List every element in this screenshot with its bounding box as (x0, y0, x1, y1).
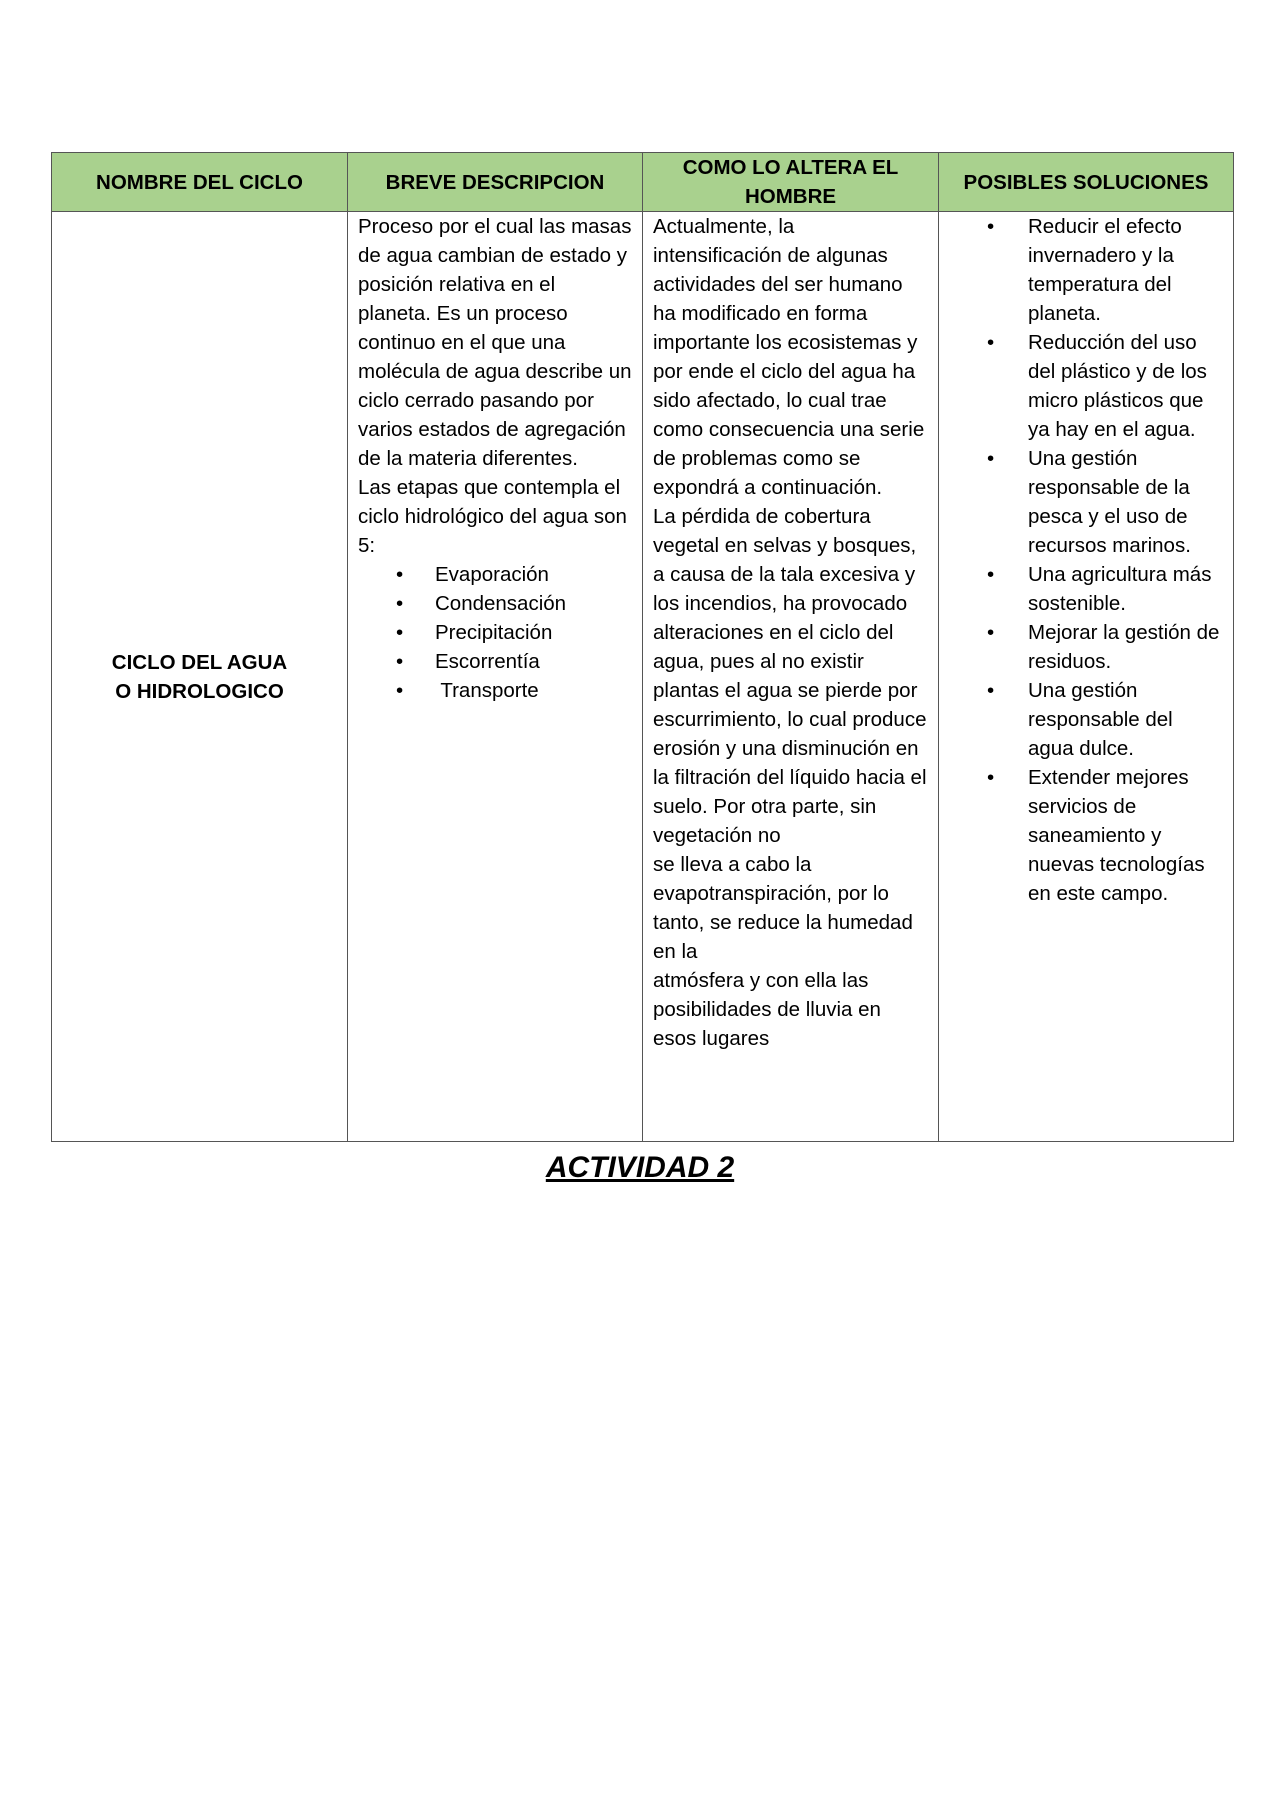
list-item (949, 328, 1223, 444)
stage-label: Transporte (435, 679, 539, 702)
header-solutions: POSIBLES SOLUCIONES (939, 153, 1234, 212)
solution-text: Una gestión responsable del agua dulce. (1028, 679, 1173, 760)
header-human-impact: COMO LO ALTERA EL HOMBRE (643, 153, 939, 212)
human-impact-paragraph-1: Actualmente, la intensificación de algunas actividades del ser humano ha modificado en forma importante los ecosistemas y por ende el ciclo del agua ha sido afectado, lo cual trae como consecuencia una serie de problemas como se expondrá a continuación. (653, 215, 925, 499)
list-item (358, 589, 632, 618)
bullet-icon: • (987, 621, 995, 644)
solution-text: Una gestión responsable de la pesca y el uso de recursos marinos. (1028, 447, 1191, 557)
stage-label: Evaporación (435, 563, 549, 586)
bullet-icon: • (987, 447, 995, 470)
cycle-name-cell (52, 212, 348, 1142)
bullet-icon: • (987, 563, 995, 586)
header-cycle-name: NOMBRE DEL CICLO (52, 153, 348, 212)
solutions-cell (939, 212, 1234, 1142)
bullet-icon: • (987, 766, 995, 789)
stages-list (358, 560, 632, 705)
stage-label: Precipitación (435, 621, 553, 644)
human-impact-paragraph-2: La pérdida de cobertura vegetal en selvas y bosques, a causa de la tala excesiva y los incendios, ha provocado alteraciones en el ciclo del agua, pues al no existir plantas el agua se pierde por escurrimiento, lo cual produce erosión y una disminución en la filtración del líquido hacia el suelo. Por otra parte, sin vegetación no (653, 505, 927, 847)
list-item (949, 444, 1223, 560)
list-item (358, 676, 632, 705)
solution-text: Extender mejores servicios de saneamiento y nuevas tecnologías en este campo. (1028, 766, 1205, 905)
table-header-row (52, 153, 1234, 212)
list-item (949, 618, 1223, 676)
list-item (949, 676, 1223, 763)
solution-text: Reducir el efecto invernadero y la temperatura del planeta. (1028, 215, 1182, 325)
solution-text: Mejorar la gestión de residuos. (1028, 621, 1220, 673)
bullet-icon: • (396, 592, 404, 615)
water-cycle-table (51, 152, 1234, 1142)
list-item (949, 560, 1223, 618)
list-item (358, 618, 632, 647)
solutions-list (949, 212, 1223, 908)
stage-label: Escorrentía (435, 650, 540, 673)
list-item (358, 560, 632, 589)
list-item (949, 763, 1223, 908)
bullet-icon: • (396, 650, 404, 673)
bullet-icon: • (396, 679, 404, 702)
description-cell (348, 212, 643, 1142)
header-description: BREVE DESCRIPCION (348, 153, 643, 212)
description-stages-intro: Las etapas que contempla el ciclo hidrológico del agua son 5: (358, 476, 627, 557)
list-item (949, 212, 1223, 328)
bullet-icon: • (396, 621, 404, 644)
human-impact-cell (643, 212, 939, 1142)
solution-text: Reducción del uso del plástico y de los micro plásticos que ya hay en el agua. (1028, 331, 1207, 441)
bullet-icon: • (396, 563, 404, 586)
bullet-icon: • (987, 331, 995, 354)
list-item (358, 647, 632, 676)
solution-text: Una agricultura más sostenible. (1028, 563, 1212, 615)
bullet-icon: • (987, 215, 995, 238)
table-row (52, 212, 1234, 1142)
human-impact-paragraph-3: se lleva a cabo la evapotranspiración, por lo tanto, se reduce la humedad en la (653, 853, 913, 963)
stage-label: Condensación (435, 592, 567, 615)
activity-title: ACTIVIDAD 2 (545, 1151, 735, 1184)
cycle-name: CICLO DEL AGUA O HIDROLOGICO (111, 650, 288, 703)
human-impact-paragraph-4: atmósfera y con ella las posibilidades de lluvia en esos lugares (653, 969, 881, 1050)
bullet-icon: • (987, 679, 995, 702)
description-intro: Proceso por el cual las masas de agua cambian de estado y posición relativa en el planeta. Es un proceso continuo en el que una molécula de agua describe un ciclo cerrado pasando por varios estados de agregación de la materia diferentes. (358, 215, 632, 470)
